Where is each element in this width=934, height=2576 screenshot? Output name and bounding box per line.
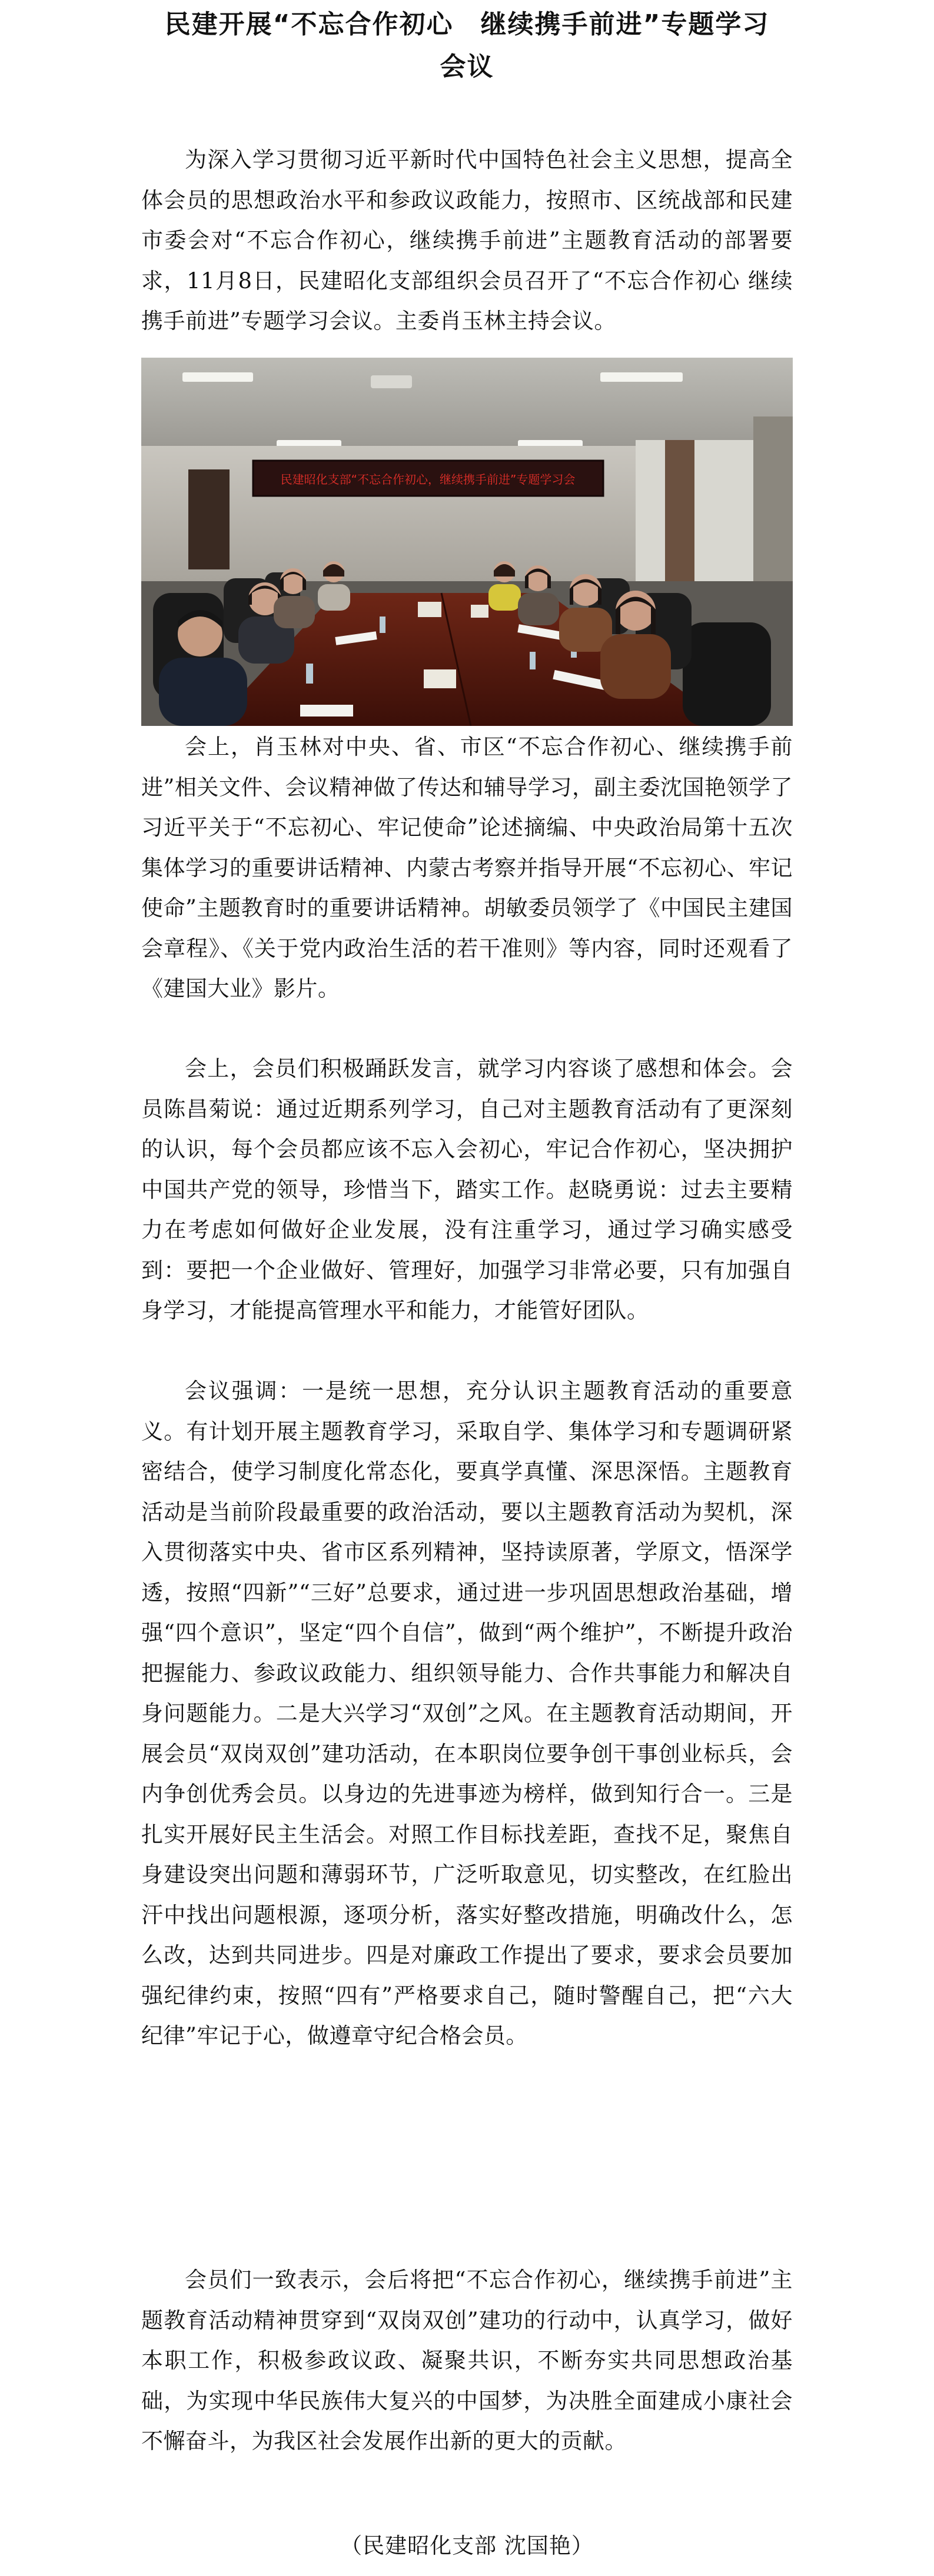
water-bottle bbox=[306, 664, 313, 684]
water-bottle bbox=[530, 652, 536, 669]
meeting-photo bbox=[141, 358, 793, 726]
tissue-box bbox=[471, 605, 488, 618]
tissue-box bbox=[418, 602, 441, 617]
curtain bbox=[665, 440, 694, 593]
ceiling bbox=[141, 358, 793, 446]
article-title-line-1: 民建开展“不忘合作初心 继续携手前进”专题学习 bbox=[164, 9, 770, 39]
water-bottle bbox=[380, 616, 385, 633]
projector bbox=[371, 375, 412, 388]
ceiling-light bbox=[182, 372, 253, 382]
tissue-box bbox=[424, 669, 456, 688]
author-signature: （民建昭化支部 沈国艳） bbox=[340, 2533, 594, 2558]
meeting-photo-illustration bbox=[141, 358, 793, 726]
chair bbox=[683, 622, 771, 726]
door bbox=[188, 469, 230, 569]
ceiling-light bbox=[600, 372, 683, 382]
paragraph-discussion: 会上，会员们积极踊跃发言，就学习内容谈了感想和体会。会员陈昌菊说：通过近期系列学习，自己对主题教育活动有了更深刻的认识，每个会员都应该不忘入会初心，牢记合作初心，坚决拥护中国共产党的领导，珍惜当下，踏实工作。赵晓勇说：过去主要精力在考虑如何做好企业发展，没有注重学习，通过学习确实感受到：要把一个企业做好、管理好，加强学习非常必要，只有加强自身学习，才能提高管理水平和能力，才能管好团队。 bbox=[141, 1056, 793, 1323]
paragraph-study: 会上，肖玉林对中央、省、市区“不忘合作初心、继续携手前进”相关文件、会议精神做了传达和辅导学习，副主委沈国艳领学了习近平关于“不忘初心、牢记使命”论述摘编、中央政治局第十五次集体学习的重要讲话精神、内蒙古考察并指导开展“不忘初心、牢记使命”主题教育时的重要讲话精神。胡敏委员领学了《中国民主建国会章程》、《关于党内政治生活的若干准则》等内容，同时还观看了《建国大业》影片。 bbox=[141, 734, 793, 1001]
paragraph-emphasis: 会议强调：一是统一思想，充分认识主题教育活动的重要意义。有计划开展主题教育学习，采取自学、集体学习和专题调研紧密结合，使学习制度化常态化，要真学真懂、深思深悟。主题教育活动是当前阶段最重要的政治活动，要以主题教育活动为契机，深入贯彻落实中央、省市区系列精神，坚持读原著，学原文，悟深学透，按照“四新”“三好”总要求，通过进一步巩固思想政治基础，增强“四个意识”，坚定“四个自信”，做到“两个维护”，不断提升政治把握能力、参政议政能力、组织领导能力、合作共事能力和解决自身问题能力。二是大兴学习“双创”之风。在主题教育活动期间，开展会员“双岗双创”建功活动，在本职岗位要争创干事创业标兵，会内争创优秀会员。以身边的先进事迹为榜样，做到知行合一。三是扎实开展好民主生活会。对照工作目标找差距，查找不足，聚焦自身建设突出问题和薄弱环节，广泛听取意见，切实整改，在红脸出汗中找出问题根源，逐项分析，落实好整改措施，明确改什么，怎么改，达到共同进步。四是对廉政工作提出了要求，要求会员要加强纪律约束，按照“四有”严格要求自己，随时警醒自己，把“六大纪律”牢记于心，做遵章守纪合格会员。 bbox=[141, 1378, 793, 2048]
article-title-line-2: 会议 bbox=[440, 52, 494, 82]
article-title bbox=[118, 4, 816, 88]
led-banner-text: 民建昭化支部“不忘合作初心，继续携手前进”专题学习会 bbox=[280, 472, 576, 486]
paragraph-intro: 为深入学习贯彻习近平新时代中国特色社会主义思想，提高全体会员的思想政治水平和参政议政能力，按照市、区统战部和民建市委会对“不忘合作初心，继续携手前进”主题教育活动的部署要求，11月8日，民建昭化支部组织会员召开了“不忘合作初心 继续携手前进”专题学习会议。主委肖玉林主持会议。 bbox=[141, 147, 793, 334]
papers bbox=[300, 705, 353, 717]
pillar bbox=[753, 416, 793, 605]
paragraph-conclusion: 会员们一致表示，会后将把“不忘合作初心，继续携手前进”主题教育活动精神贯穿到“双岗双创”建功的行动中，认真学习，做好本职工作，积极参政议政、凝聚共识，不断夯实共同思想政治基础，为实现中华民族伟大复兴的中国梦，为决胜全面建成小康社会不懈奋斗，为我区社会发展作出新的更大的贡献。 bbox=[141, 2267, 793, 2454]
